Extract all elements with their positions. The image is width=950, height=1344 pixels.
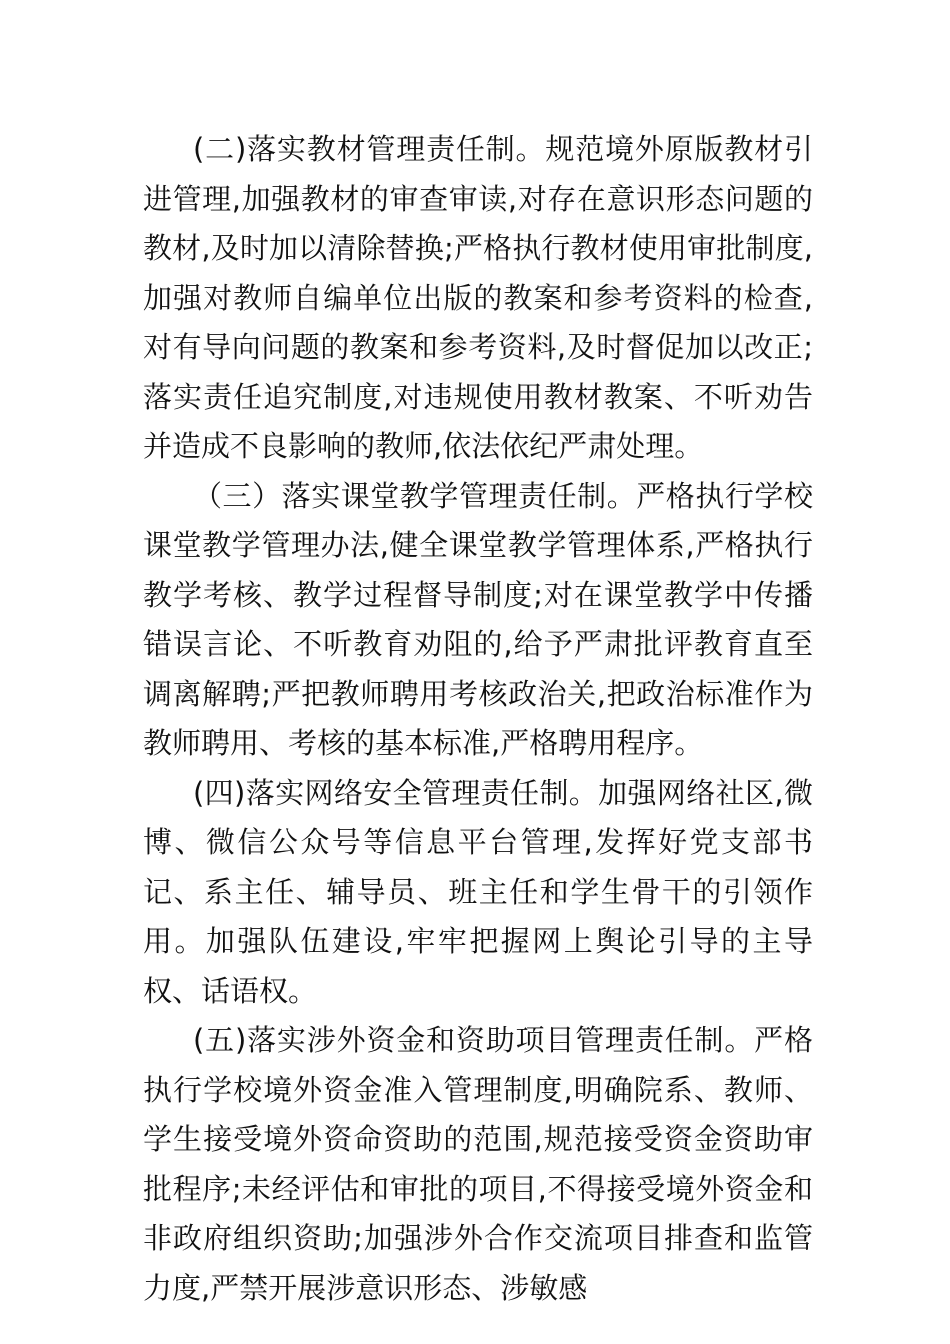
paragraph-textbook-management: (二)落实教材管理责任制。规范境外原版教材引进管理,加强教材的审查审读,对存在意识形态问题的教材,及时加以清除替换;严格执行教材使用审批制度,加强对教师自编单位出版的教案和参考资料的检查,对有导向问题的教案和参考资料,及时督促加以改正;落实责任追究制度,对违规使用教材教案、不听劝告并造成不良影响的教师,依法依纪严肃处理。 bbox=[143, 132, 813, 463]
paragraph-foreign-funding-management: (五)落实涉外资金和资助项目管理责任制。严格执行学校境外资金准入管理制度,明确院系、教师、学生接受境外资命资助的范围,规范接受资金资助审批程序;未经评估和审批的项目,不得接受境外资金和非政府组织资助;加强涉外合作交流项目排查和监管力度,严禁开展涉意识形态、涉敏感 bbox=[143, 1023, 813, 1305]
paragraph-classroom-teaching-management: （三）落实课堂教学管理责任制。严格执行学校课堂教学管理办法,健全课堂教学管理体系,严格执行教学考核、教学过程督导制度;对在课堂教学中传播错误言论、不听教育劝阻的,给予严肃批评教育直至调离解聘;严把教师聘用考核政治关,把政治标准作为教师聘用、考核的基本标准,严格聘用程序。 bbox=[143, 478, 813, 760]
document-body bbox=[143, 125, 813, 1313]
paragraph-network-security-management: (四)落实网络安全管理责任制。加强网络社区,微博、微信公众号等信息平台管理,发挥好党支部书记、系主任、辅导员、班主任和学生骨干的引领作用。加强队伍建设,牢牢把握网上舆论引导的主导权、话语权。 bbox=[143, 775, 813, 1008]
